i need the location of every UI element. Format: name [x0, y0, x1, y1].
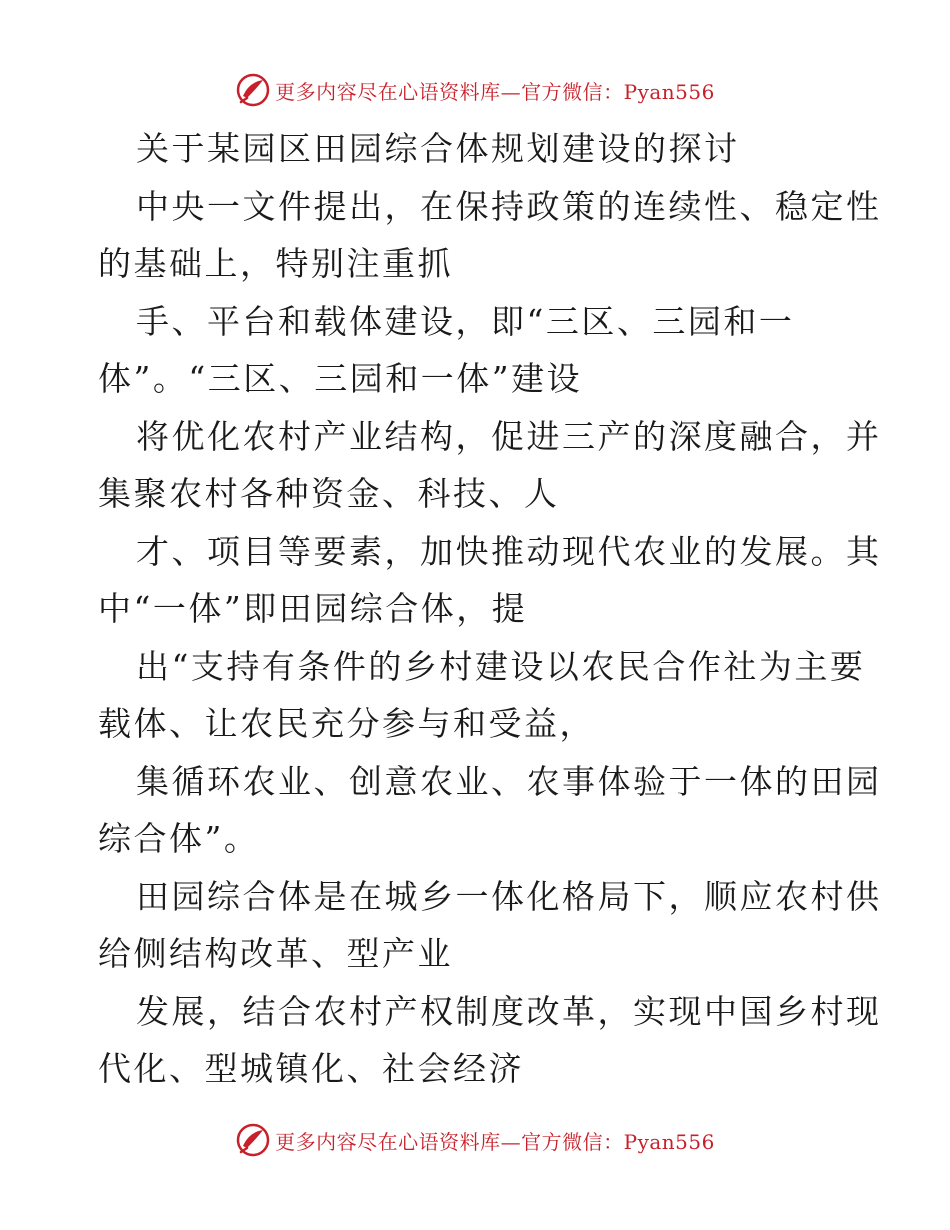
paragraph-line: 集循环农业、创意农业、农事体验于一体的田园 — [136, 761, 882, 801]
paragraph-line: 集聚农村各种资金、科技、人 — [98, 474, 560, 513]
document-title: 关于某园区田园综合体规划建设的探讨 — [136, 129, 740, 168]
paragraph-line: 发展，结合农村产权制度改革，实现中国乡村现 — [136, 991, 882, 1031]
paragraph-line: 给侧结构改革、型产业 — [98, 934, 453, 973]
pen-logo-icon — [235, 72, 271, 108]
watermark-banner-bottom — [0, 1120, 950, 1160]
paragraph-line: 田园综合体是在城乡一体化格局下，顺应农村供 — [136, 876, 882, 916]
watermark-text: 更多内容尽在心语资料库—官方微信：Pyan556 — [275, 1129, 715, 1154]
paragraph-line: 的基础上，特别注重抓 — [98, 244, 453, 283]
paragraph-line: 中央一文件提出，在保持政策的连续性、稳定性 — [136, 186, 882, 226]
paragraph-line: 代化、型城镇化、社会经济 — [98, 1049, 524, 1088]
paragraph-line: 体”。“三区、三园和一体”建设 — [98, 359, 583, 398]
paragraph-line: 综合体”。 — [98, 819, 260, 858]
watermark-text: 更多内容尽在心语资料库—官方微信：Pyan556 — [275, 79, 715, 104]
paragraph-line: 载体、让农民充分参与和受益， — [98, 704, 595, 743]
paragraph-line: 出“支持有条件的乡村建设以农民合作社为主要 — [136, 646, 866, 686]
paragraph-line: 中“一体”即田园综合体，提 — [98, 589, 528, 628]
pen-logo-icon — [235, 1122, 271, 1158]
paragraph-line: 才、项目等要素，加快推动现代农业的发展。其 — [136, 531, 882, 571]
paragraph-line: 手、平台和载体建设，即“三区、三园和一 — [136, 301, 795, 341]
document-body — [98, 120, 882, 1098]
paragraph-line: 将优化农村产业结构，促进三产的深度融合，并 — [136, 416, 882, 456]
watermark-banner-top — [0, 70, 950, 110]
